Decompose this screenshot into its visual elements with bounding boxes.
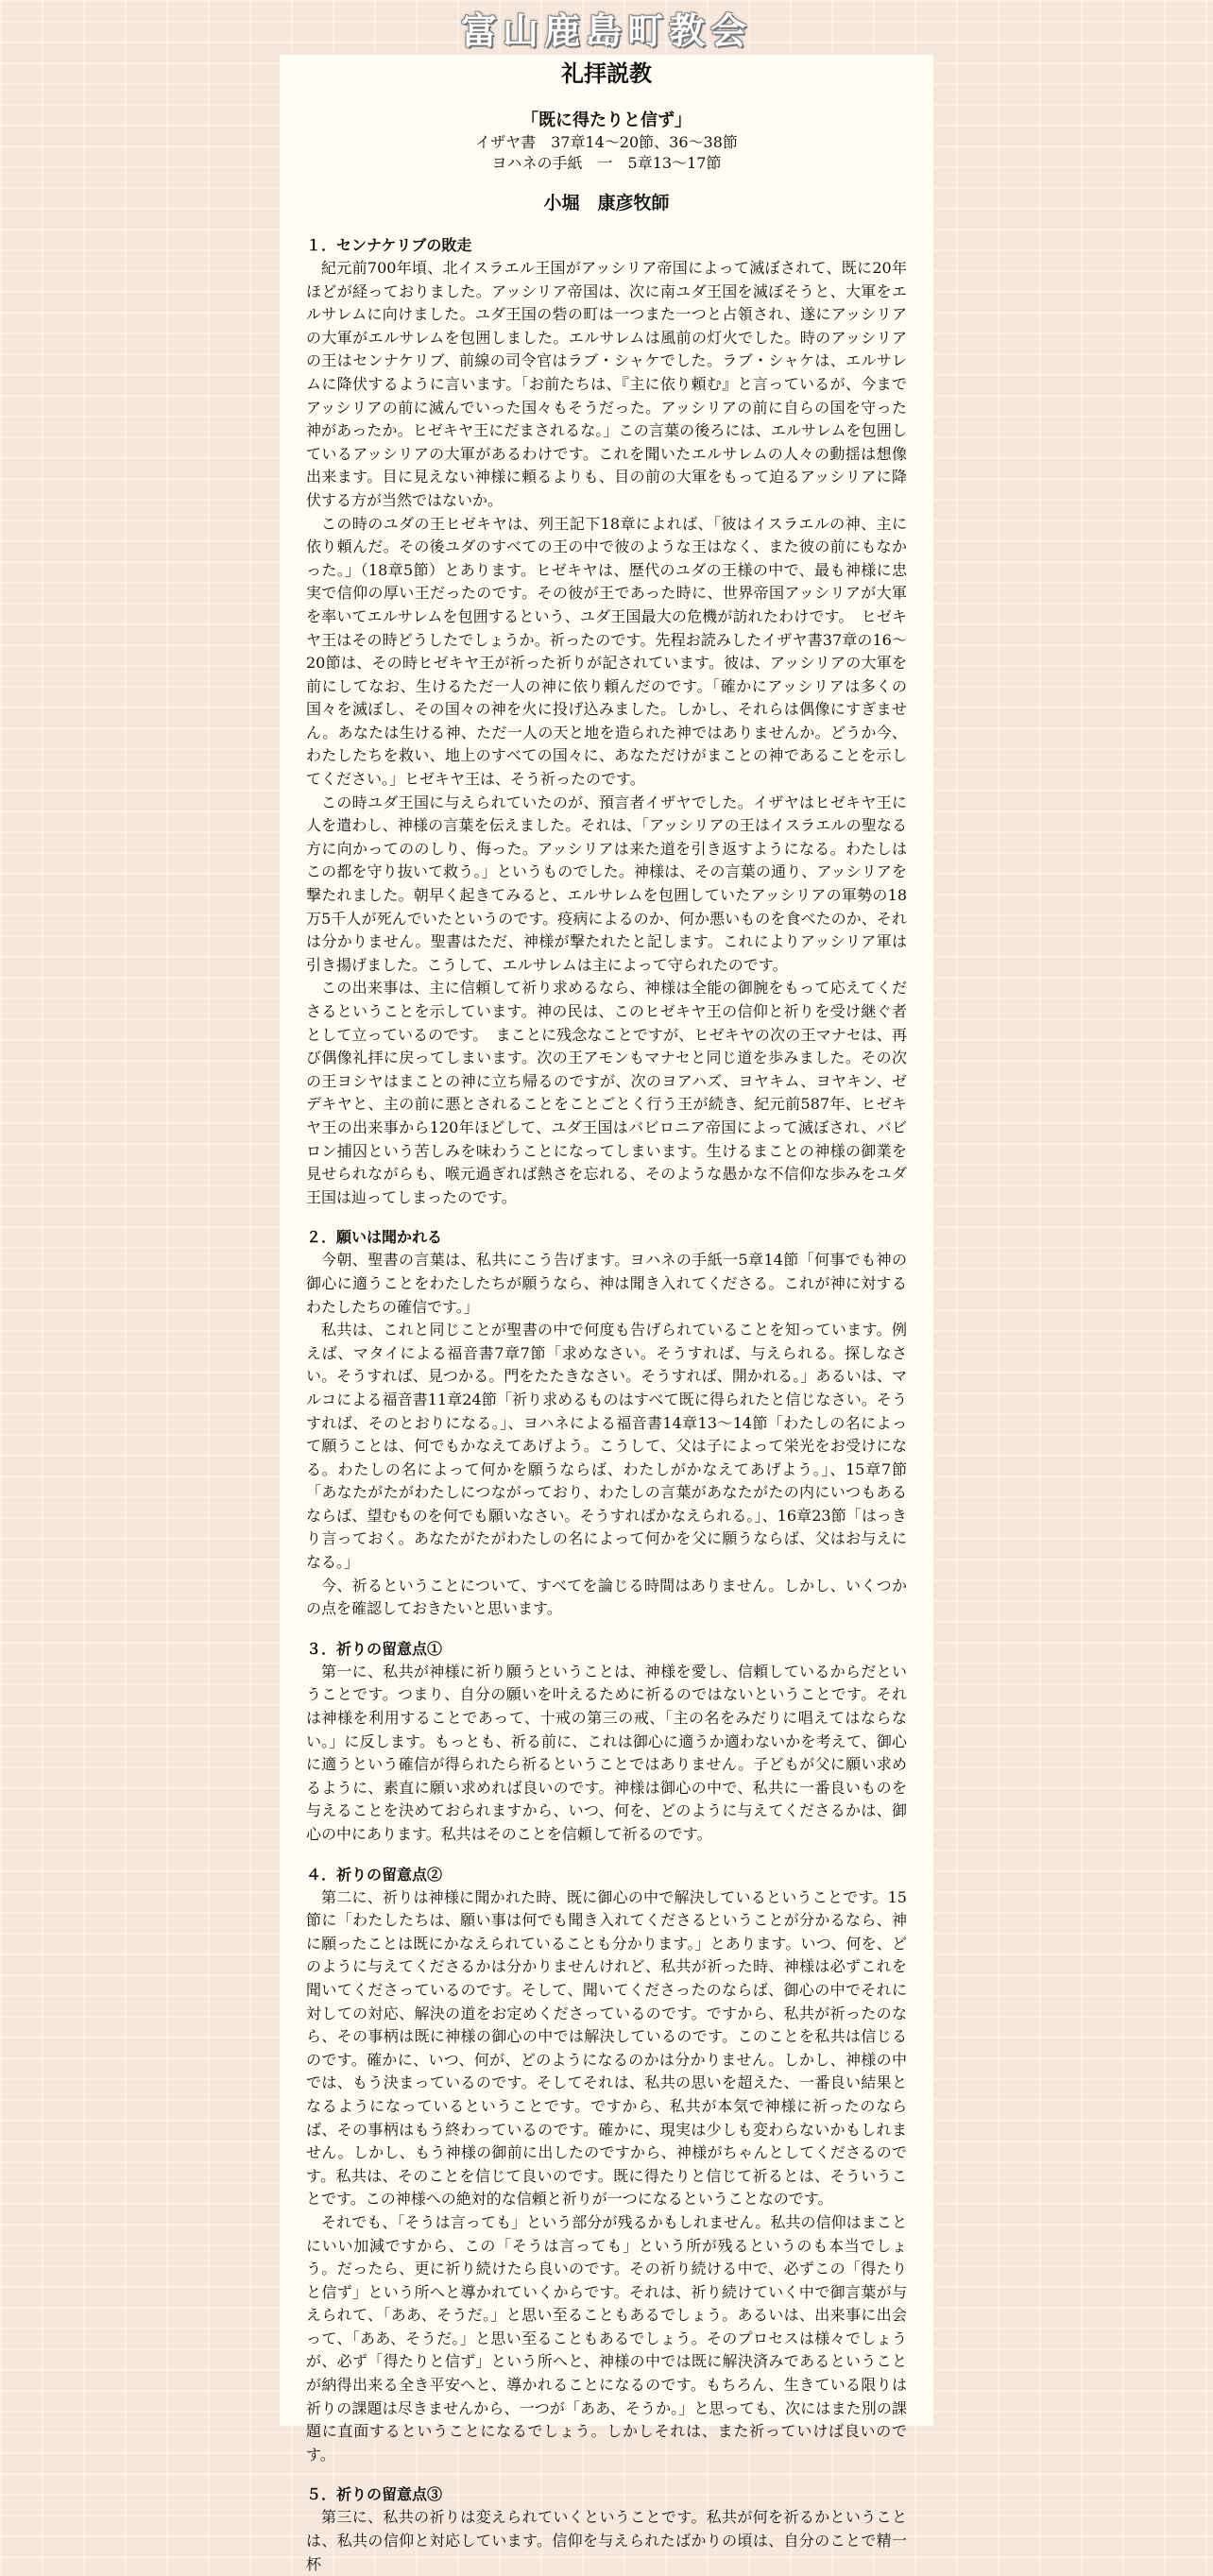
page-title: 礼拝説教 [561,60,652,87]
section-heading: ４．祈りの留意点② [306,1865,443,1884]
section-2 [306,1226,907,1621]
paragraph: この時のユダの王ヒゼキヤは、列王記下18章によれば、「彼はイスラエルの神、主に依り頼んだ。その後ユダのすべての王の中で彼のような王はなく、また彼の前にもなかった。」（18章5節）とあります。ヒゼキヤは、歴代のユダの王様の中で、最も神様に忠実で信仰の厚い王だったのです。その彼が王であった時に、世界帝国アッシリアが大軍を率いてエルサレムを包囲するという、ユダ王国最大の危機が訪れたわけです。 ヒゼキヤ王はその時どうしたでしょうか。祈ったのです。先程お読みしたイザヤ書37章の16～20節は、その時ヒゼキヤ王が祈った祈りが記されています。彼は、アッシリアの大軍を前にしてなお、生けるただ一人の神に依り頼んだのです。「確かにアッシリアは多くの国々を滅ぼし、その国々の神を火に投げ込みました。しかし、それらは偶像にすぎません。あなたは生ける神、ただ一人の天と地を造られた神ではありませんか。どうか今、わたしたちを救い、地上のすべての国々に、あなただけがまことの神であることを示してください。」ヒゼキヤ王は、そう祈ったのです。 [306,514,907,789]
sermon-sheet [280,55,933,2573]
scripture-reference-1: イザヤ書 37章14～20節、36～38節 [475,133,738,151]
section-4 [306,1864,907,2467]
section-heading: ２．願いは聞かれる [306,1228,443,1247]
paragraph: 第二に、祈りは神様に聞かれた時、既に御心の中で解決しているということです。15節に「わたしたちは、願い事は何でも聞き入れてくださるということが分かるなら、神に願ったことは既にかなえられていることも分かります。」とあります。いつ、何を、どのように与えてくださるかは分かりませんけれど、私共が祈った時、神様は必ずこれを聞いてくださっているのです。そして、聞いてくださったのならば、御心の中でそれに対しての対応、解決の道をお定めくださっているのです。ですから、私共が祈ったのなら、その事柄は既に神様の御心の中では解決しているのです。このことを私共は信じるのです。確かに、いつ、何が、どのようになるのかは分かりません。しかし、神様の中では、もう決まっているのです。そしてそれは、私共の思いを超えた、一番良い結果となるようになっているということです。ですから、私共が本気で神様に祈ったのならば、その事柄はもう終わっているのです。確かに、現実は少しも変わらないかもしれません。しかし、もう神様の御前に出したのですから、神様がちゃんとしてくださるのです。私共は、そのことを信じて良いのです。既に得たりと信じて祈るとは、そういうことです。この神様への絶対的な信頼と祈りが一つになるということなのです。 [306,1887,907,2209]
scripture-reference-2: ヨハネの手紙 一 5章13～17節 [491,154,722,172]
paragraph: それでも、「そうは言っても」という部分が残るかもしれません。私共の信仰はまことにいい加減ですから、この「そうは言っても」という所が残るというのも本当でしょう。だったら、更に祈り続けたら良いのです。その祈り続ける中で、必ずこの「得たりと信ず」という所へと導かれていくからです。それは、祈り続けていく中で御言葉が与えられて、「ああ、そうだ。」と思い至ることもあるでしょう。あるいは、出来事に出会って、「ああ、そうだ。」と思い至ることもあるでしょう。そのプロセスは様々でしょうが、必ず「得たりと信ず」という所へと、神様の中では既に解決済みであるということが納得出来る全き平安へと、導かれることになるのです。もちろん、生きている限りは祈りの課題は尽きませんから、一つが「ああ、そうか。」と思っても、次にはまた別の課題に直面するということになるでしょう。しかしそれは、また祈っていけば良いのです。 [306,2212,907,2464]
paragraph: 私共は、これと同じことが聖書の中で何度も告げられていることを知っています。例えば、マタイによる福音書7章7節「求めなさい。そうすれば、与えられる。探しなさい。そうすれば、見つかる。門をたたきなさい。そうすれば、開かれる。」あるいは、マルコによる福音書11章24節「祈り求めるものはすべて既に得られたと信じなさい。そうすれば、そのとおりになる。」、ヨハネによる福音書14章13～14節「わたしの名によって願うことは、何でもかなえてあげよう。こうして、父は子によって栄光をお受けになる。わたしの名によって何かを願うならば、わたしがかなえてあげよう。」、15章7節「あなたがたがわたしにつながっており、わたしの言葉があなたがたの内にいつもあるならば、望むものを何でも願いなさい。そうすればかなえられる。」、16章23節「はっきり言っておく。あなたがたがわたしの名によって何かを父に願うならば、父はお与えになる。」 [306,1321,907,1572]
section-5 [306,2483,907,2576]
church-name: 富山鹿島町教会 [460,9,752,52]
section-1 [306,234,907,1209]
paragraph: 今、祈るということについて、すべてを論じる時間はありません。しかし、いくつかの点を確認しておきたいと思います。 [306,1576,907,1618]
paragraph: この出来事は、主に信頼して祈り求めるなら、神様は全能の御腕をもって応えてくださるということを示しています。神の民は、このヒゼキヤ王の信仰と祈りを受け継ぐ者として立っているのです。 まことに残念なことですが、ヒゼキヤの次の王マナセは、再び偶像礼拝に戻ってしまいます。次の王アモンもマナセと同じ道を歩みました。その次の王ヨシヤはまことの神に立ち帰るのですが、次のヨアハズ、ヨヤキム、ヨヤキン、ゼデキヤと、主の前に悪とされることをことごとく行う王が続き、紀元前587年、ヒゼキヤ王の出来事から120年ほどして、ユダ王国はバビロニア帝国によって滅ぼされ、バビロン捕囚という苦しみを味わうことになってしまいます。生けるまことの神様の御業を見せられながらも、喉元過ぎれば熱さを忘れる、そのような愚かな不信仰な歩みをユダ王国は辿ってしまったのです。 [306,979,907,1206]
paragraph: この時ユダ王国に与えられていたのが、預言者イザヤでした。イザヤはヒゼキヤ王に人を遣わし、神様の言葉を伝えました。それは、「アッシリアの王はイスラエルの聖なる方に向かってののしり、侮った。アッシリアは来た道を引き返すようになる。わたしはこの都を守り抜いて救う。」というものでした。神様は、その言葉の通り、アッシリアを撃たれました。朝早く起きてみると、エルサレムを包囲していたアッシリアの軍勢の18万5千人が死んでいたというのです。疫病によるのか、何か悪いものを食べたのか、それは分かりません。聖書はただ、神様が撃たれたと記します。これによりアッシリア軍は引き揚げました。こうして、エルサレムは主によって守られたのです。 [306,793,907,974]
paragraph: 第一に、私共が神様に祈り願うということは、神様を愛し、信頼しているからだということです。つまり、自分の願いを叶えるために祈るのではないということです。それは神様を利用することであって、十戒の第三の戒、「主の名をみだりに唱えてはならない。」に反します。もっとも、祈る前に、これは御心に適うか適わないかを考えて、御心に適うという確信が得られたら祈るということではありません。子どもが父に願い求めるように、素直に願い求めれば良いのです。神様は御心の中で、私共に一番良いものを与えることを決めておられますから、いつ、何を、どのように与えてくださるかは、御心の中にあります。私共はそのことを信頼して祈るのです。 [306,1662,907,1843]
section-3 [306,1638,907,1847]
sermon-content [280,59,933,2576]
paragraph: 紀元前700年頃、北イスラエル王国がアッシリア帝国によって滅ぼされて、既に20年ほどが経っておりました。アッシリア帝国は、次に南ユダ王国を滅ぼそうと、大軍をエルサレムに向けました。ユダ王国の砦の町は一つまた一つと占領され、遂にアッシリアの大軍がエルサレムを包囲しました。エルサレムは風前の灯火でした。時のアッシリアの王はセンナケリブ、前線の司令官はラブ・シャケでした。ラブ・シャケは、エルサレムに降伏するように言います。「お前たちは、『主に依り頼む』と言っているが、今までアッシリアの前に滅んでいった国々もそうだった。アッシリアの前に自らの国を守った神があったか。ヒゼキヤ王にだまされるな。」この言葉の後ろには、エルサレムを包囲しているアッシリアの大軍があるわけです。これを聞いたエルサレムの人々の動揺は想像出来ます。目に見えない神様に頼るよりも、目の前の大軍をもって迫るアッシリアに降伏する方が当然ではないか。 [306,259,907,509]
paragraph: 第三に、私共の祈りは変えられていくということです。私共が何を祈るかということは、私共の信仰と対応しています。信仰を与えられたばかりの頃は、自分のことで精一杯 [306,2508,907,2573]
preacher-name: 小堀 康彦牧師 [543,193,670,213]
sermon-title: 「既に得たりと信ず」 [521,111,692,130]
section-heading: ３．祈りの留意点① [306,1639,443,1658]
paragraph: 今朝、聖書の言葉は、私共にこう告げます。ヨハネの手紙一5章14節「何事でも神の御心に適うことをわたしたちが願うなら、神は聞き入れてくださる。これが神に対するわたしたちの確信です。」 [306,1251,907,1316]
section-heading: １．センナケリブの敗走 [306,236,472,254]
section-heading: ５．祈りの留意点③ [306,2485,443,2504]
